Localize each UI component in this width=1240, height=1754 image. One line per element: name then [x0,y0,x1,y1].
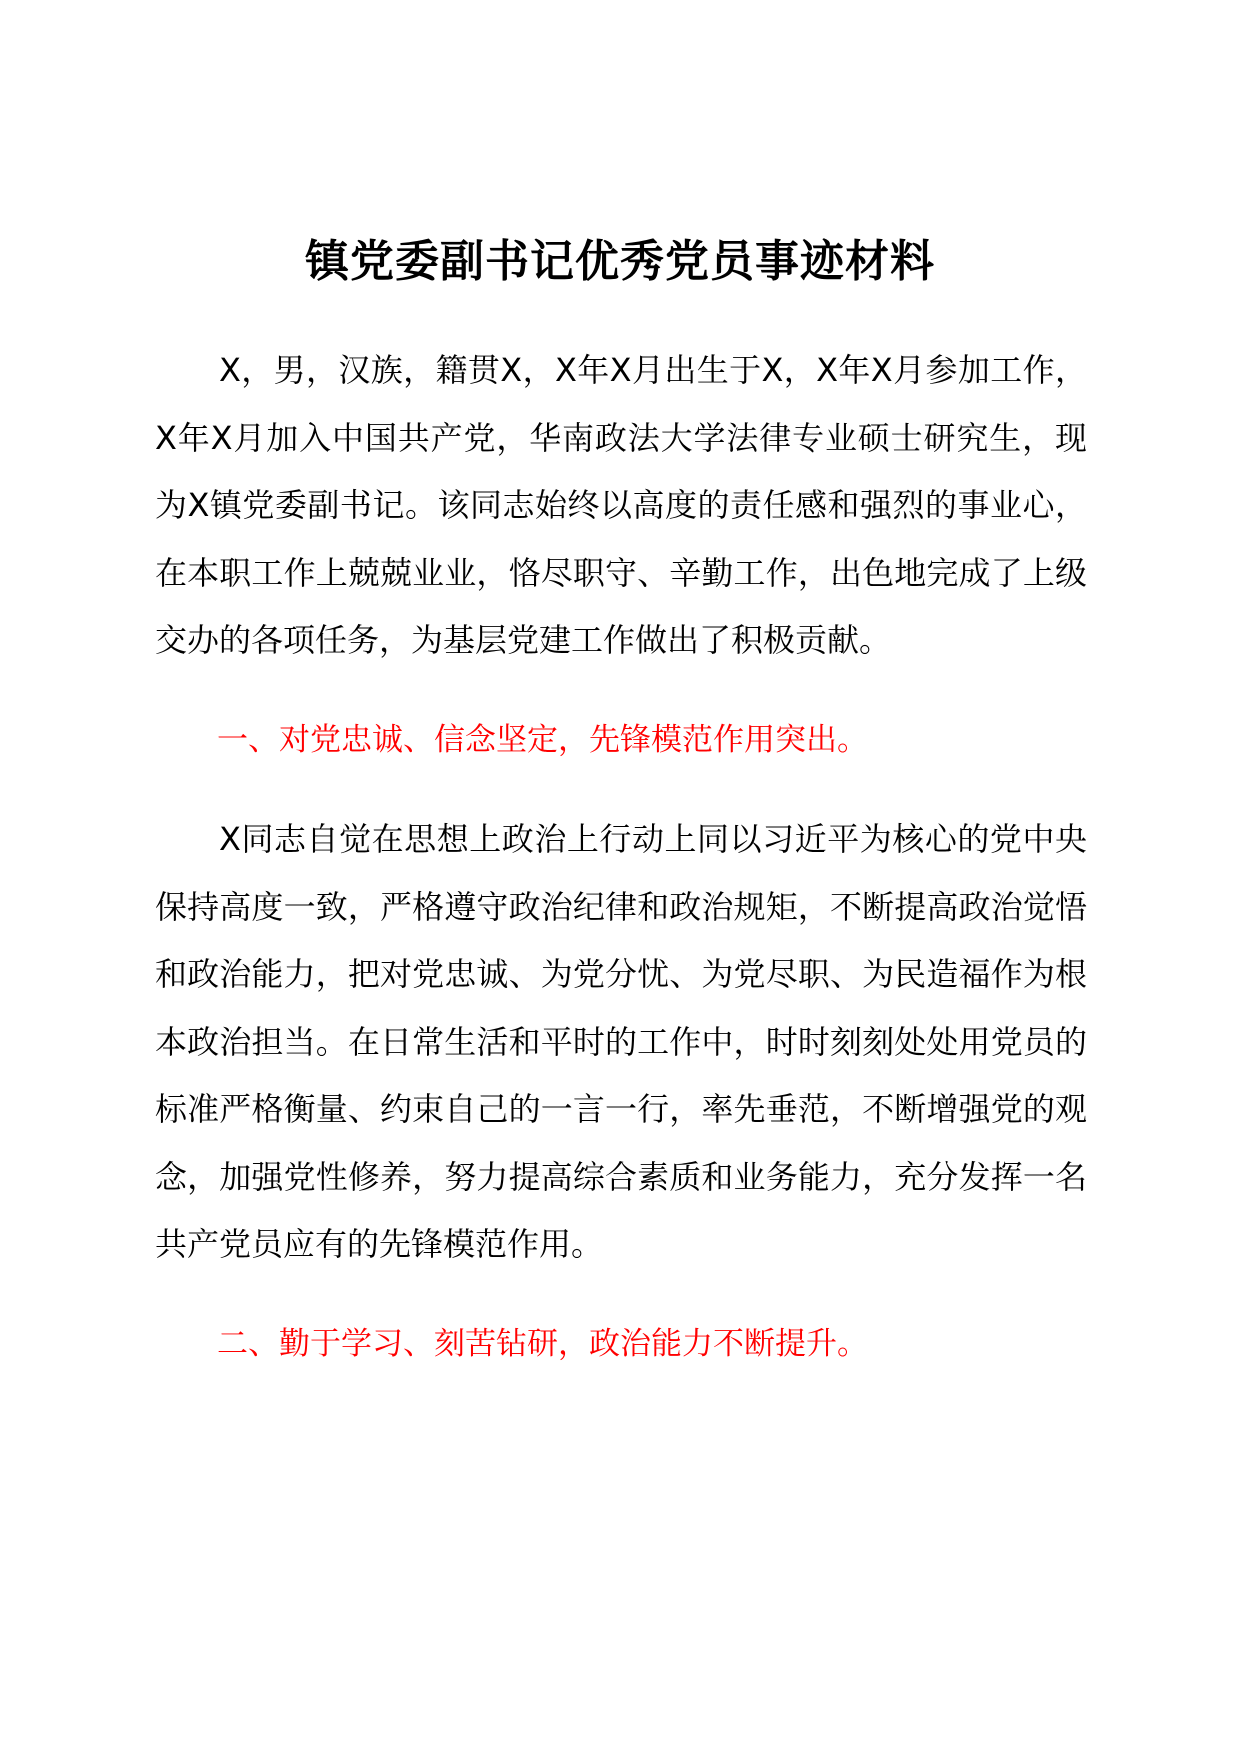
section-2-heading: 二、勤于学习、刻苦钻研，政治能力不断提升。 [217,1325,868,1362]
section-1-heading: 一、对党忠诚、信念坚定，先锋模范作用突出。 [217,721,868,758]
document-title: 镇党委副书记优秀党员事迹材料 [305,236,935,287]
section-1-paragraph: X同志自觉在思想上政治上行动上同以习近平为核心的党中央保持高度一致，严格遵守政治纪律和政治规矩，不断提高政治觉悟和政治能力，把对党忠诚、为党分忧、为党尽职、为民造福作为根本政治担当。在日常生活和平时的工作中，时时刻刻处处用党员的标准严格衡量、约束自己的一言一行，率先垂范，不断增强党的观念，加强党性修养，努力提高综合素质和业务能力，充分发挥一名共产党员应有的先锋模范作用。 [155,820,1087,1263]
intro-paragraph: X，男，汉族，籍贯X，X年X月出生于X，X年X月参加工作，X年X月加入中国共产党，华南政法大学法律专业硕士研究生，现为X镇党委副书记。该同志始终以高度的责任感和强烈的事业心，在本职工作上兢兢业业，恪尽职守、辛勤工作，出色地完成了上级交办的各项任务，为基层党建工作做出了积极贡献。 [155,351,1087,659]
document-body [155,337,1087,1410]
